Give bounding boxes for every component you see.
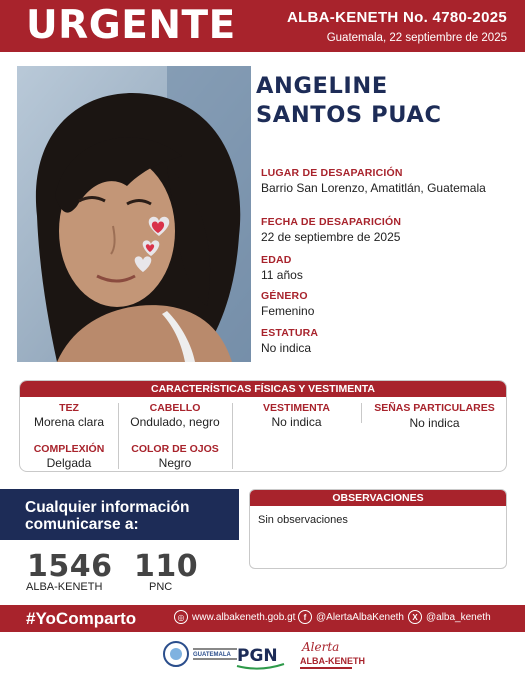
pgn-text: PGN: [237, 646, 278, 666]
footer-bar: [0, 605, 525, 632]
phone-pnc: 110: [134, 549, 199, 584]
cabello-label: CABELLO: [149, 402, 201, 414]
ojos-value: Negro: [158, 456, 192, 470]
complexion-value: Delgada: [46, 456, 92, 470]
x-text: @alba_keneth: [426, 611, 491, 623]
facebook-link[interactable]: [298, 610, 404, 624]
phone-alba-keneth-label: ALBA-KENETH: [26, 581, 103, 593]
senas-label: SEÑAS PARTICULARES: [374, 402, 495, 414]
edad-label: EDAD: [261, 254, 292, 266]
characteristics-title: CARACTERÍSTICAS FÍSICAS Y VESTIMENTA: [20, 381, 506, 397]
x-link[interactable]: [408, 610, 491, 624]
vestimenta-value: No indica: [271, 415, 322, 429]
hashtag: #YoComparto: [26, 609, 137, 628]
logos-strip: [0, 636, 525, 679]
genero-value: Femenino: [261, 304, 315, 318]
facebook-text: @AlertaAlbaKeneth: [316, 611, 404, 623]
lugar-value: Barrio San Lorenzo, Amatitlán, Guatemala: [261, 181, 486, 195]
genero-label: GÉNERO: [261, 290, 308, 302]
header-bar: [0, 0, 525, 52]
contact-box: [0, 489, 239, 540]
web-link[interactable]: [174, 610, 295, 624]
name-last: SANTOS PUAC: [256, 102, 442, 128]
edad-value: 11 años: [261, 268, 303, 282]
fecha-label: FECHA DE DESAPARICIÓN: [261, 216, 402, 228]
urgent-title: URGENTE: [26, 3, 236, 48]
estatura-label: ESTATURA: [261, 327, 319, 339]
lugar-label: LUGAR DE DESAPARICIÓN: [261, 167, 403, 179]
facebook-icon: f: [298, 610, 312, 624]
cabello-value: Ondulado, negro: [130, 415, 220, 429]
alert-code: ALBA-KENETH No. 4780-2025: [286, 9, 507, 26]
phone-alba-keneth: 1546: [27, 549, 113, 584]
alerta-alba-keneth-logo: [300, 640, 365, 669]
alerta-text: Alerta: [302, 640, 340, 654]
tez-label: TEZ: [59, 402, 79, 414]
characteristics-box: [19, 380, 507, 472]
complexion-label: COMPLEXIÓN: [33, 443, 105, 455]
contact-line2: comunicarse a:: [25, 516, 139, 533]
x-icon: X: [408, 610, 422, 624]
portrait-illustration: [17, 66, 251, 362]
fecha-value: 22 de septiembre de 2025: [261, 230, 401, 244]
guatemala-seal-icon: [164, 642, 237, 666]
ojos-label: COLOR DE OJOS: [131, 443, 219, 455]
senas-value: No indica: [409, 416, 460, 430]
gov-text: GUATEMALA: [193, 652, 231, 658]
place-date: Guatemala, 22 septiembre de 2025: [326, 32, 507, 44]
phone-pnc-label: PNC: [149, 581, 173, 593]
pgn-logo: [237, 646, 284, 669]
contact-line1: Cualquier información: [25, 499, 190, 516]
vestimenta-label: VESTIMENTA: [263, 402, 330, 414]
observations-text: Sin observaciones: [258, 514, 348, 526]
observations-title: OBSERVACIONES: [250, 490, 506, 506]
partner-logos: [0, 636, 525, 679]
globe-icon: ◎: [174, 610, 188, 624]
name-first: ANGELINE: [256, 73, 388, 99]
web-text: www.albakeneth.gob.gt: [192, 611, 296, 623]
estatura-value: No indica: [261, 341, 312, 355]
person-name: [256, 72, 442, 130]
missing-person-photo: [17, 66, 251, 362]
tez-value: Morena clara: [33, 415, 105, 429]
alba-text: ALBA-KENETH: [300, 656, 365, 666]
observations-box: [249, 489, 507, 569]
